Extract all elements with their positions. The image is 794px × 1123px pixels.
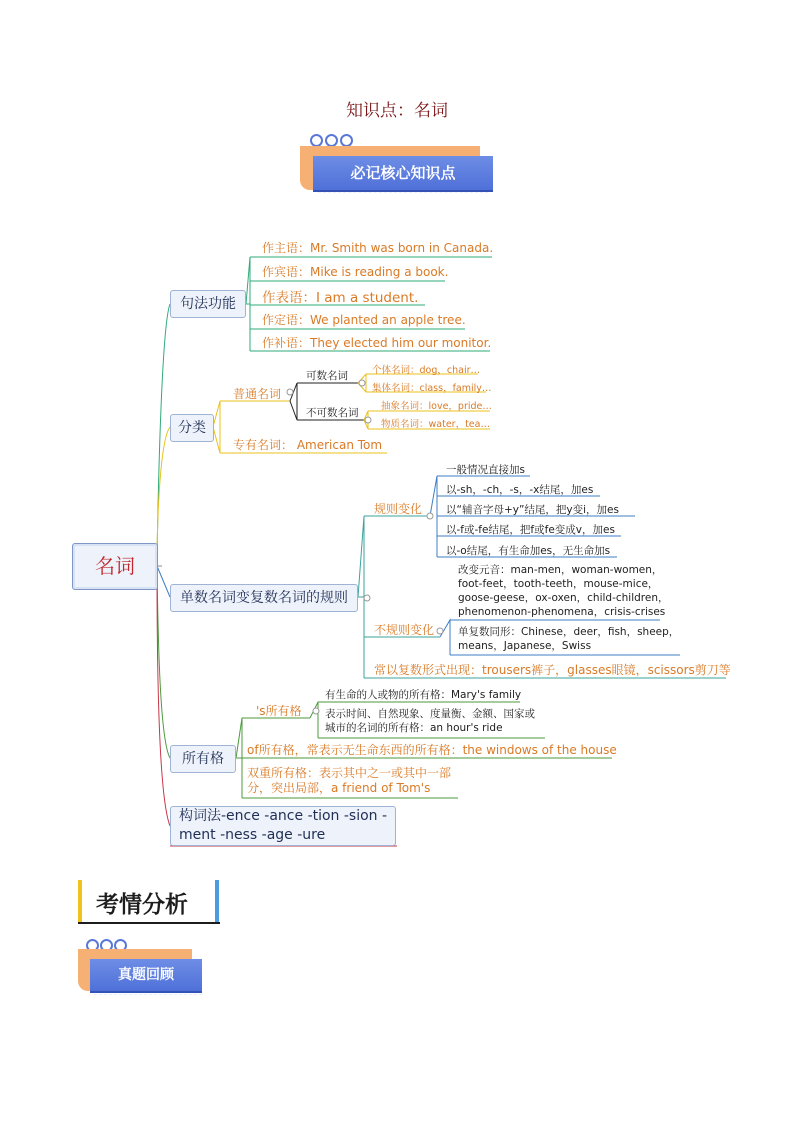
page-title: 知识点：名词 — [346, 101, 448, 121]
countable-label: 可数名词 — [306, 370, 348, 382]
irregular-change-label: 不规则变化 — [374, 623, 435, 637]
section-header — [78, 880, 220, 924]
regular-item: 以“辅音字母+y”结尾，把y变i，加es — [446, 504, 619, 516]
proper-noun: 专有名词： American Tom — [233, 438, 383, 452]
individual-noun: 个体名词：dog，chair… — [372, 365, 480, 376]
abstract-noun: 抽象名词：love，pride… — [381, 401, 492, 412]
exam-badge-label: 真题回顾 — [90, 959, 202, 993]
syntax-node: 句法功能 — [170, 290, 246, 318]
exam-badge — [78, 939, 208, 1001]
material-noun: 物质名词：water，tea… — [381, 419, 490, 430]
regular-item: 以-o结尾，有生命加es，无生命加s — [446, 545, 611, 557]
root-node — [72, 543, 158, 590]
vowel-change: 改变元音：man-men，woman-women， foot-feet，tooth-teeth，mouse-mice， goose-geese，ox-oxen，child-children， phenomenon-phenomena，crisis-crises — [458, 564, 669, 618]
syntax-item: 作表语：I am a student. — [262, 290, 419, 306]
classification-node: 分类 — [170, 414, 214, 442]
s-possessive-label: 's所有格 — [256, 704, 302, 718]
collective-noun: 集体名词：class，family… — [372, 383, 492, 394]
same-form: 单复数同形：Chinese，deer，fish，sheep， means，Japanese，Swiss — [458, 626, 680, 652]
section-title: 考情分析 — [96, 891, 188, 918]
syntax-item: 作宾语：Mike is reading a book. — [262, 265, 449, 279]
nonliving-possessive: 表示时间、自然现象、度量衡、金额、国家或 城市的名词的所有格：an hour's ride — [325, 708, 535, 734]
regular-change-label: 规则变化 — [374, 502, 423, 516]
double-possessive: 双重所有格：表示其中之一或其中一部 分，突出局部，a friend of Tom's — [247, 766, 452, 795]
root-label: 名词 — [95, 554, 135, 578]
always-plural: 常以复数形式出现：trousers裤子，glasses眼镜，scissors剪刀等 — [374, 663, 731, 677]
common-noun-label: 普通名词 — [233, 387, 282, 401]
possessive-node: 所有格 — [170, 745, 236, 773]
uncountable-label: 不可数名词 — [306, 407, 359, 419]
core-badge-label: 必记核心知识点 — [313, 156, 493, 192]
plural-node: 单数名词变复数名词的规则 — [170, 584, 358, 612]
word-formation-node: 构词法-ence -ance -tion -sion - ment -ness -age -ure — [170, 806, 396, 846]
regular-item: 以-sh，-ch，-s，-x结尾，加es — [446, 484, 594, 496]
living-possessive: 有生命的人或物的所有格：Mary's family — [325, 689, 522, 701]
syntax-item: 作补语：They elected him our monitor. — [262, 336, 492, 350]
syntax-item: 作定语：We planted an apple tree. — [262, 313, 466, 327]
syntax-item: 作主语：Mr. Smith was born in Canada. — [262, 241, 494, 255]
of-possessive: of所有格，常表示无生命东西的所有格：the windows of the house — [247, 743, 617, 757]
regular-item: 以-f或-fe结尾，把f或fe变成v，加es — [446, 524, 615, 536]
regular-item: 一般情况直接加s — [446, 464, 525, 476]
